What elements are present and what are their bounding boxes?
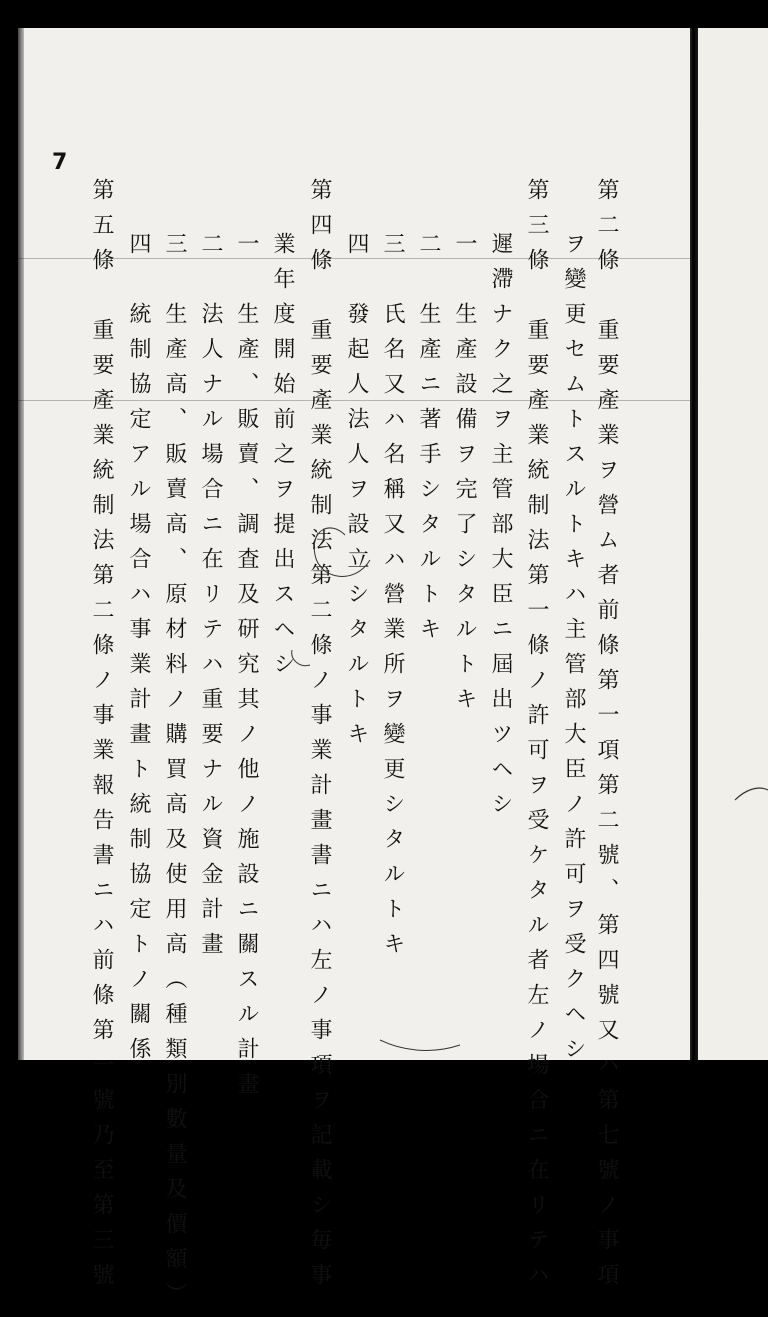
text-column: 二 法人ナル場合ニ在リテハ重要ナル資金計畫	[198, 232, 223, 967]
text-column: 第三條 重要產業統制法第一條ノ許可ヲ受ケタル者左ノ場合ニ在リテハ	[524, 178, 549, 1298]
text-column: 第四條 重要產業統制法第二條ノ事業計畫書ニハ左ノ事項ヲ記載シ毎事	[307, 178, 332, 1298]
text-column: 第五條 重要產業統制法第二條ノ事業報告書ニハ前條第一號乃至第三號	[89, 178, 114, 1298]
text-column: ヲ變更セムトスルトキハ主管部大臣ノ許可ヲ受クヘシ	[561, 232, 586, 1072]
text-column: 遲滯ナク之ヲ主管部大臣ニ屆出ツヘシ	[488, 232, 513, 827]
text-column: 第二條 重要產業ヲ營ム者前條第一項第二號、第四號又ハ第七號ノ事項	[594, 178, 619, 1298]
text-column: 二 生產ニ著手シタルトキ	[416, 232, 441, 652]
text-column: 一 生產設備ヲ完了シタルトキ	[452, 232, 477, 722]
text-column: 四 發起人法人ヲ設立シタルトキ	[344, 232, 369, 757]
text-column: 四 統制協定アル場合ハ事業計畫ト統制協定トノ關係	[126, 232, 151, 1072]
facing-page-edge	[698, 28, 768, 1060]
text-column: 一 生產、販賣、調査及研究其ノ他ノ施設ニ關スル計畫	[234, 232, 259, 1107]
page-number-mark: 7	[52, 150, 68, 175]
page-left-edge	[18, 28, 24, 1060]
text-column: 業年度開始前之ヲ提出スヘシ	[270, 232, 295, 687]
text-column: 三 氏名又ハ名稱又ハ營業所ヲ變更シタルトキ	[380, 232, 405, 967]
book-spine	[690, 28, 698, 1060]
text-column: 三 生產高、販賣高、原材料ノ購買高及使用高（種類別數量及價額）	[162, 232, 187, 1317]
